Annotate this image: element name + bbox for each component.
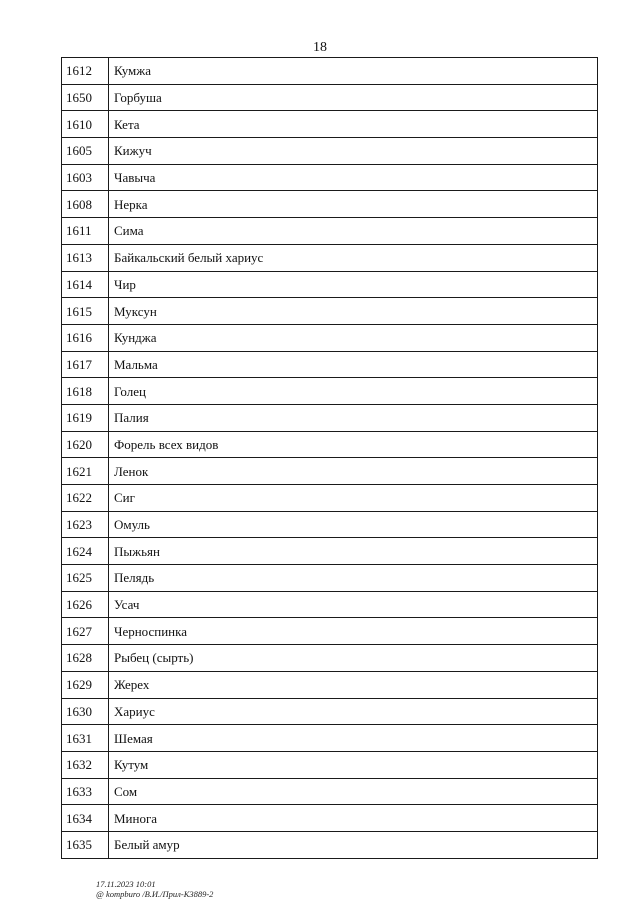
species-name-cell: Чавыча (109, 164, 598, 191)
species-code-table (61, 57, 598, 859)
species-name-cell: Горбуша (109, 84, 598, 111)
table-row (62, 218, 598, 245)
species-code-cell: 1632 (62, 751, 109, 778)
species-code-cell: 1615 (62, 298, 109, 325)
table-row (62, 831, 598, 858)
species-name-cell: Омуль (109, 511, 598, 538)
table-row (62, 618, 598, 645)
species-name-cell: Кижуч (109, 138, 598, 165)
table-row (62, 111, 598, 138)
table-row (62, 725, 598, 752)
species-code-cell: 1620 (62, 431, 109, 458)
species-code-cell: 1628 (62, 645, 109, 672)
species-name-cell: Нерка (109, 191, 598, 218)
species-code-cell: 1612 (62, 58, 109, 85)
species-name-cell: Байкальский белый хариус (109, 244, 598, 271)
table-row (62, 324, 598, 351)
species-name-cell: Сима (109, 218, 598, 245)
species-code-cell: 1635 (62, 831, 109, 858)
species-code-cell: 1617 (62, 351, 109, 378)
table-row (62, 164, 598, 191)
table-row (62, 751, 598, 778)
species-code-cell: 1616 (62, 324, 109, 351)
species-code-cell: 1623 (62, 511, 109, 538)
table-body (62, 58, 598, 859)
table-row (62, 191, 598, 218)
table-row (62, 538, 598, 565)
table-row (62, 778, 598, 805)
table-row (62, 431, 598, 458)
table-row (62, 244, 598, 271)
table-row (62, 485, 598, 512)
species-name-cell: Мальма (109, 351, 598, 378)
species-code-cell: 1634 (62, 805, 109, 832)
species-name-cell: Шемая (109, 725, 598, 752)
species-code-cell: 1605 (62, 138, 109, 165)
species-name-cell: Кумжа (109, 58, 598, 85)
species-name-cell: Белый амур (109, 831, 598, 858)
species-code-cell: 1629 (62, 671, 109, 698)
species-code-cell: 1614 (62, 271, 109, 298)
species-name-cell: Хариус (109, 698, 598, 725)
table-row (62, 591, 598, 618)
table-row (62, 458, 598, 485)
species-code-cell: 1630 (62, 698, 109, 725)
species-name-cell: Ленок (109, 458, 598, 485)
species-name-cell: Черноспинка (109, 618, 598, 645)
species-name-cell: Кета (109, 111, 598, 138)
species-code-cell: 1618 (62, 378, 109, 405)
table-row (62, 565, 598, 592)
table-row (62, 351, 598, 378)
table-row (62, 671, 598, 698)
footer-timestamp: 17.11.2023 10:01 (96, 879, 156, 889)
species-name-cell: Кунджа (109, 324, 598, 351)
species-name-cell: Чир (109, 271, 598, 298)
table-row (62, 138, 598, 165)
species-name-cell: Голец (109, 378, 598, 405)
species-name-cell: Форель всех видов (109, 431, 598, 458)
page-number: 18 (313, 40, 327, 55)
species-name-cell: Пыжьян (109, 538, 598, 565)
footer-reference: @ kompburo /В.И./Прил-К3889-2 (96, 888, 214, 899)
table-row (62, 698, 598, 725)
table-row (62, 404, 598, 431)
table-row (62, 84, 598, 111)
table-row (62, 805, 598, 832)
species-code-cell: 1631 (62, 725, 109, 752)
species-code-cell: 1626 (62, 591, 109, 618)
species-code-cell: 1627 (62, 618, 109, 645)
species-code-cell: 1611 (62, 218, 109, 245)
species-code-cell: 1619 (62, 404, 109, 431)
species-name-cell: Муксун (109, 298, 598, 325)
species-name-cell: Усач (109, 591, 598, 618)
species-code-cell: 1603 (62, 164, 109, 191)
species-code-cell: 1621 (62, 458, 109, 485)
species-name-cell: Сиг (109, 485, 598, 512)
species-name-cell: Рыбец (сырть) (109, 645, 598, 672)
species-name-cell: Пелядь (109, 565, 598, 592)
species-code-cell: 1622 (62, 485, 109, 512)
table-row (62, 298, 598, 325)
table-row (62, 58, 598, 85)
species-code-cell: 1608 (62, 191, 109, 218)
table-row (62, 271, 598, 298)
species-code-cell: 1610 (62, 111, 109, 138)
species-code-cell: 1633 (62, 778, 109, 805)
species-code-cell: 1613 (62, 244, 109, 271)
species-name-cell: Кутум (109, 751, 598, 778)
species-code-cell: 1624 (62, 538, 109, 565)
species-name-cell: Минога (109, 805, 598, 832)
species-code-cell: 1650 (62, 84, 109, 111)
species-code-cell: 1625 (62, 565, 109, 592)
species-name-cell: Сом (109, 778, 598, 805)
table-row (62, 645, 598, 672)
table-row (62, 511, 598, 538)
table-row (62, 378, 598, 405)
footer-stamp (96, 880, 213, 900)
species-name-cell: Жерех (109, 671, 598, 698)
species-name-cell: Палия (109, 404, 598, 431)
